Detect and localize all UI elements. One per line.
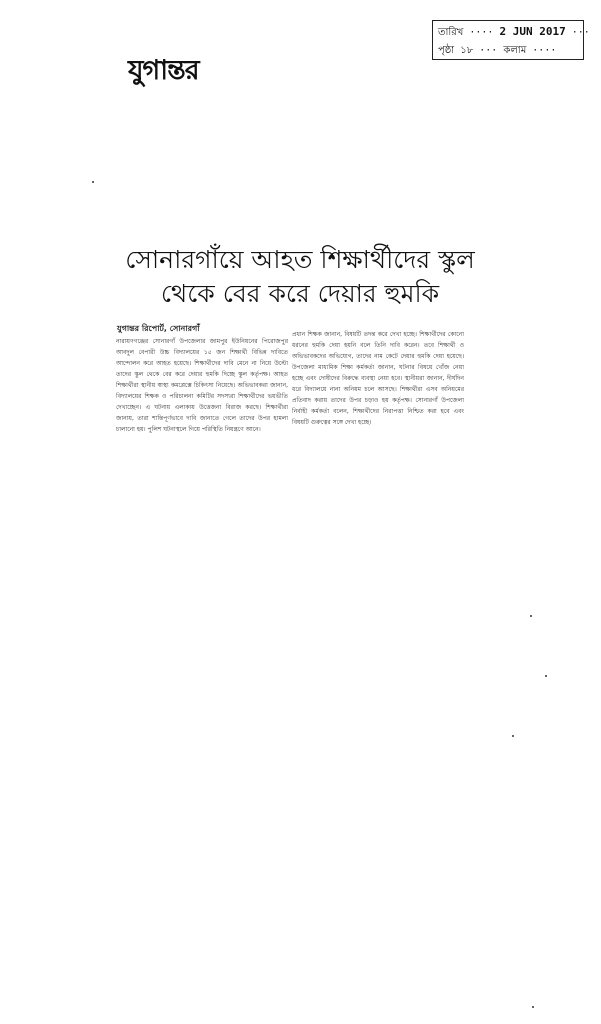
newspaper-masthead: যুগান্তর (128, 55, 199, 86)
article-body-left: নারায়ণগঞ্জের সোনারগাঁ উপজেলার জামপুর ইউনিয়নের পিরোজপুর আবদুল বেপারী উচ্চ বিদ্যালয়ের ১৫ জন শিক্ষার্থী বিভিন্ন দাবিতে আন্দোলন করে আহত হয়েছে। শিক্ষার্থীদের দাবি মেনে না নিয়ে উল্টো তাদের স্কুল থেকে বের করে দেয়ার হুমকি দিচ্ছে স্কুল কর্তৃপক্ষ। আহত শিক্ষার্থীরা স্থানীয় স্বাস্থ্য কমপ্লেক্সে চিকিৎসা নিয়েছে। অভিভাবকরা জানান, বিদ্যালয়ের শিক্ষক ও পরিচালনা কমিটির সদস্যরা শিক্ষার্থীদের ভয়ভীতি দেখাচ্ছেন। এ ঘটনায় এলাকায় উত্তেজনা বিরাজ করছে। শিক্ষার্থীরা জানায়, তারা শান্তিপূর্ণভাবে দাবি জানাতে গেলে তাদের উপর হামলা চালানো হয়। পুলিশ ঘটনাস্থলে গিয়ে পরিস্থিতি নিয়ন্ত্রণে আনে। (116, 338, 288, 433)
date-stamp (432, 20, 590, 60)
stamp-column-label: কলাম (503, 45, 527, 56)
stamp-page-row: পৃষ্ঠা ১৮ ··· কলাম ···· (438, 45, 557, 56)
scan-speck (545, 675, 547, 677)
stamp-page-value: ১৮ (460, 45, 474, 56)
scan-speck (532, 1006, 534, 1008)
stamp-date-row: তারিখ ···· 2 JUN 2017 ··· (438, 25, 590, 38)
article-column-left (116, 336, 288, 491)
stamp-date-value: 2 JUN 2017 (499, 25, 566, 38)
scan-speck (512, 735, 514, 737)
scan-speck (92, 181, 94, 183)
article-column-right (292, 329, 464, 501)
stamp-page-label: পৃষ্ঠা (438, 45, 455, 56)
article-headline (100, 243, 500, 311)
scan-speck (530, 615, 532, 617)
stamp-date-label: তারিখ (438, 27, 464, 38)
article-byline: যুগান্তর রিপোর্ট, সোনারগাঁ (117, 324, 200, 333)
headline-line-1: সোনারগাঁয়ে আহত শিক্ষার্থীদের স্কুল (125, 245, 475, 274)
article-body-right: প্রধান শিক্ষক জানান, বিষয়টি তদন্ত করে দেখা হচ্ছে। শিক্ষার্থীদের কোনো ধরনের হুমকি দেয়া হয়নি বলে তিনি দাবি করেন। তবে শিক্ষার্থী ও অভিভাবকদের অভিযোগ, তাদের নাম কেটে দেয়ার হুমকি দেয়া হয়েছে। উপজেলা মাধ্যমিক শিক্ষা কর্মকর্তা জানান, ঘটনার বিষয়ে খোঁজ নেয়া হচ্ছে এবং দোষীদের বিরুদ্ধে ব্যবস্থা নেয়া হবে। স্থানীয়রা জানান, দীর্ঘদিন ধরে বিদ্যালয়ে নানা অনিয়ম চলে আসছে। শিক্ষার্থীরা এসব অনিয়মের প্রতিবাদ করায় তাদের উপর চড়াও হয় কর্তৃপক্ষ। সোনারগাঁ উপজেলা নির্বাহী কর্মকর্তা বলেন, শিক্ষার্থীদের নিরাপত্তা নিশ্চিত করা হবে এবং বিষয়টি গুরুত্বের সঙ্গে দেখা হচ্ছে। (292, 331, 464, 426)
headline-line-2: থেকে বের করে দেয়ার হুমকি (160, 279, 440, 308)
